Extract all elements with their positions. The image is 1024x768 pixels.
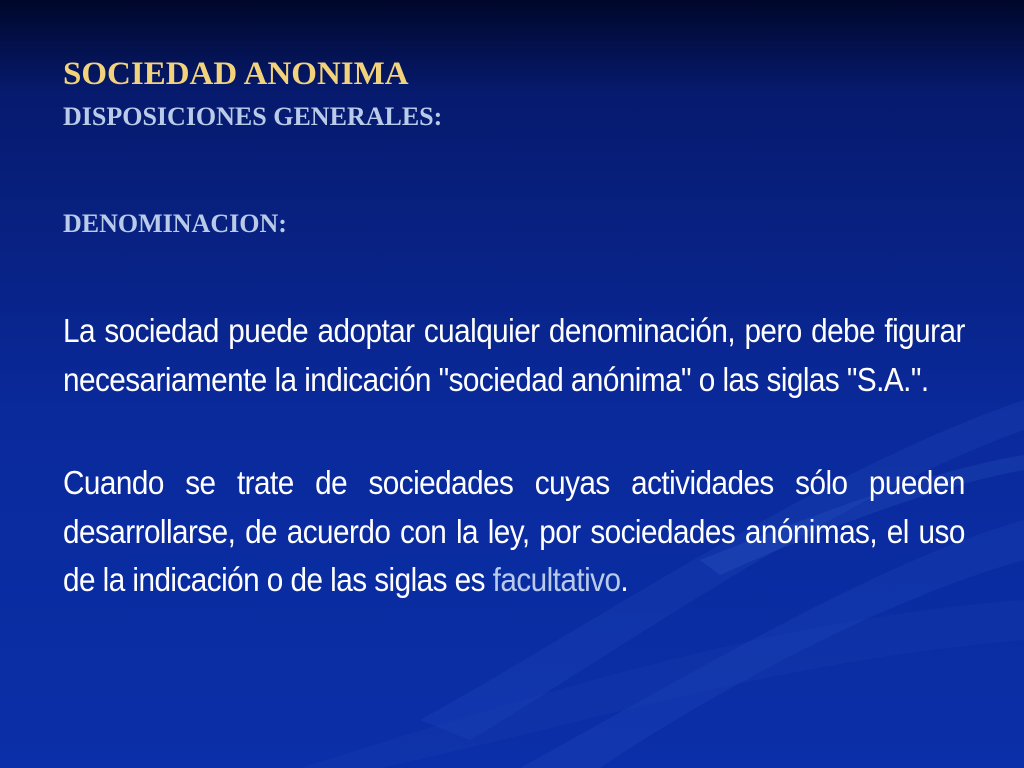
slide-subtitle: DISPOSICIONES GENERALES:: [63, 102, 443, 131]
slide-title: SOCIEDAD ANONIMA: [63, 56, 409, 92]
section-heading: DENOMINACION:: [63, 209, 287, 238]
body-paragraph-2-end: .: [620, 561, 629, 598]
body-paragraph-1: La sociedad puede adoptar cualquier denominación, pero debe figurar necesariamente la indicación "sociedad anónima" o las siglas "S.A.".: [63, 312, 965, 398]
body-paragraph-2-text: Cuando se trate de sociedades cuyas actividades sólo pueden desarrollarse, de acuerdo con la ley, por sociedades anónimas, el uso de la indicación o de las siglas es: [63, 464, 965, 598]
highlighted-word: facultativo: [492, 561, 621, 598]
body-paragraph-2: [63, 459, 965, 605]
